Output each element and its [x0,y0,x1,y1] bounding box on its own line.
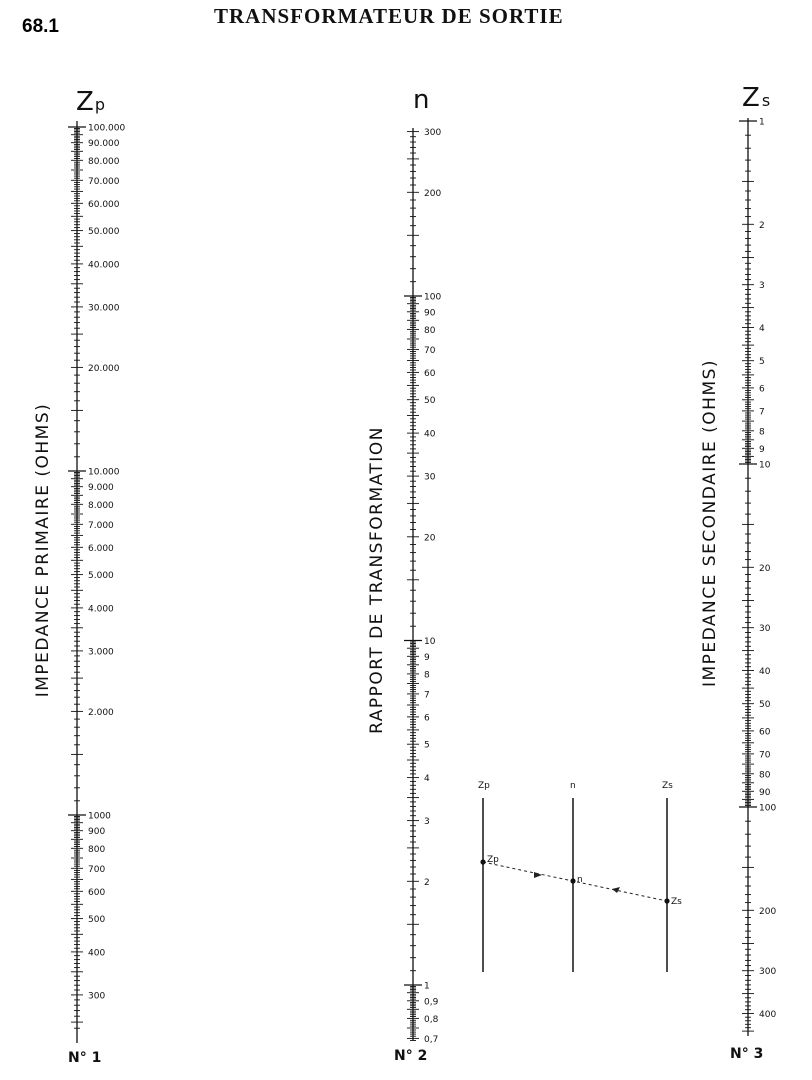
zp-tick-label: 30.000 [88,303,120,314]
n-tick-label: 2 [424,877,430,888]
zs-tick-label: 40 [759,667,771,677]
zp-tick-label: 2.000 [88,707,114,718]
page-title: TRANSFORMATEUR DE SORTIE [214,4,564,28]
zs-tick-label: 70 [759,750,771,761]
n-scale-number: N° 2 [394,1048,428,1064]
n-tick-label: 300 [424,128,442,139]
zp-tick-label: 6.000 [88,543,114,554]
example-n-point-label: n [577,875,583,885]
zs-axis-title: IMPEDANCE SECONDAIRE (OHMS) [700,358,720,688]
n-tick-label: 70 [424,345,436,356]
n-tick-label: 4 [424,774,430,785]
n-tick-label: 0,8 [424,1014,439,1025]
n-tick-label: 200 [424,188,442,199]
example-n-heading: n [570,781,576,791]
zs-tick-label: 20 [759,563,771,574]
zp-tick-label: 100.000 [88,123,126,134]
example-zp-heading: Zp [478,781,490,791]
zp-tick-label: 800 [88,844,106,855]
zs-tick-label: 3 [759,281,765,292]
zp-tick-label: 90.000 [88,139,120,150]
n-tick-label: 90 [424,308,436,319]
zp-axis-title: IMPEDANCE PRIMAIRE (OHMS) [33,402,53,698]
zp-tick-label: 20.000 [88,363,120,374]
zp-tick-label: 50.000 [88,227,120,238]
n-tick-label: 5 [424,740,430,751]
n-tick-label: 50 [424,396,436,407]
zs-tick-label: 30 [759,624,771,635]
example-zs-point-label: Zs [671,897,682,907]
zp-tick-label: 5.000 [88,571,114,582]
zp-tick-label: 500 [88,915,106,926]
zs-tick-label: 50 [759,700,771,711]
zs-tick-label: 200 [759,906,777,917]
zs-tick-label: 5 [759,357,765,368]
zp-tick-label: 300 [88,991,106,1002]
n-tick-label: 6 [424,713,430,724]
n-tick-label: 0,9 [424,997,439,1008]
zs-tick-label: 2 [759,220,765,231]
n-tick-label: 10 [424,637,436,647]
zp-tick-label: 600 [88,887,106,898]
page-number: 68.1 [22,16,59,37]
zp-tick-label: 70.000 [88,176,120,187]
zs-tick-label: 60 [759,727,771,738]
zp-tick-label: 10.000 [88,467,120,478]
n-tick-label: 80 [424,325,436,336]
n-tick-label: 3 [424,817,430,828]
zs-tick-label: 100 [759,803,777,814]
zs-tick-label: 4 [759,324,765,334]
zp-tick-label: 7.000 [88,520,114,531]
zp-symbol: Zp [76,87,105,117]
zp-tick-label: 900 [88,827,106,838]
example-zp-point-label: Zp [487,855,499,865]
zs-tick-label: 300 [759,967,777,978]
n-tick-label: 100 [424,292,442,303]
zp-tick-label: 1000 [88,811,111,822]
zp-tick-label: 700 [88,864,106,875]
n-tick-label: 7 [424,690,430,701]
example-n-point [570,878,575,883]
n-tick-label: 9 [424,652,430,663]
example-zs-point [664,898,669,903]
n-tick-label: 40 [424,429,436,440]
zs-tick-label: 7 [759,407,765,418]
zs-symbol: Zs [742,83,771,113]
zp-tick-label: 9.000 [88,483,114,494]
n-symbol: n [413,85,430,115]
n-tick-label: 30 [424,472,436,483]
example-arrow-right [534,872,542,878]
zp-scale [68,121,125,1043]
example-zp-point [480,859,485,864]
n-tick-label: 20 [424,533,436,544]
zp-scale-number: N° 1 [68,1050,102,1066]
zp-tick-label: 80.000 [88,156,120,167]
zs-tick-label: 80 [759,770,771,781]
n-scale [404,128,441,1045]
zs-scale [739,118,776,1037]
zs-tick-label: 8 [759,427,765,438]
zp-tick-label: 60.000 [88,199,120,210]
zp-tick-label: 400 [88,948,106,959]
zs-scale-number: N° 3 [730,1046,764,1062]
n-axis-title: RAPPORT DE TRANSFORMATION [367,426,387,734]
n-tick-label: 60 [424,368,436,379]
zs-tick-label: 90 [759,787,771,798]
n-tick-label: 8 [424,670,430,681]
zs-tick-label: 1 [759,117,765,128]
n-tick-label: 1 [424,981,430,992]
n-tick-label: 0,7 [424,1034,439,1045]
zs-tick-label: 400 [759,1010,777,1020]
example-inset [478,781,682,972]
zp-tick-label: 8.000 [88,500,114,511]
zs-tick-label: 10 [759,460,771,471]
zp-tick-label: 40.000 [88,260,120,271]
example-zs-heading: Zs [662,781,673,791]
zs-tick-label: 6 [759,384,765,395]
zs-tick-label: 9 [759,444,765,455]
zp-tick-label: 3.000 [88,647,114,658]
zp-tick-label: 4.000 [88,604,114,615]
